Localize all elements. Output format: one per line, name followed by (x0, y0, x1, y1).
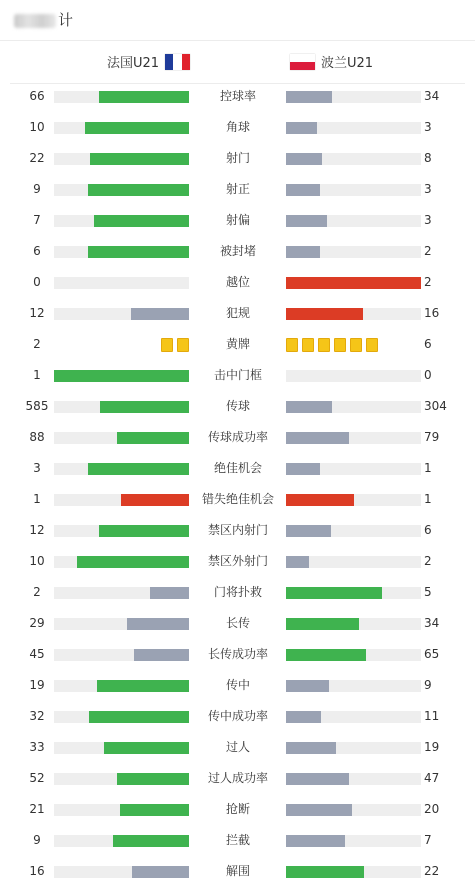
team-header (0, 46, 475, 78)
home-bar (120, 804, 189, 816)
home-value: 33 (29, 740, 45, 754)
home-value: 6 (33, 244, 41, 258)
away-value: 6 (424, 523, 432, 537)
home-value: 9 (33, 182, 41, 196)
stat-row (0, 639, 475, 670)
stat-label: 抢断 (225, 802, 250, 816)
away-bar (286, 184, 320, 196)
away-bar (286, 122, 317, 134)
home-bar-track (54, 866, 189, 878)
away-value: 1 (424, 492, 432, 506)
away-value: 47 (424, 771, 440, 785)
away-bar (286, 432, 349, 444)
stat-row (0, 236, 475, 267)
away-bar-track (286, 401, 421, 413)
home-bar (117, 432, 189, 444)
home-value: 1 (33, 368, 41, 382)
away-bar-track (286, 773, 421, 785)
home-value: 29 (29, 616, 45, 630)
stat-label: 传中成功率 (207, 709, 268, 723)
stat-row (0, 174, 475, 205)
stat-label: 过人 (225, 740, 250, 754)
home-bar (85, 122, 189, 134)
home-bar-track (54, 835, 189, 847)
home-value: 585 (25, 399, 49, 413)
poland-flag-icon (290, 54, 315, 70)
away-value: 8 (424, 151, 432, 165)
stat-row (0, 453, 475, 484)
stat-row (0, 515, 475, 546)
away-bar-track (286, 556, 421, 568)
away-bar-track (286, 680, 421, 692)
home-bar-track (54, 556, 189, 568)
away-bar (286, 277, 421, 289)
away-value: 22 (424, 864, 440, 878)
away-bar-track (286, 277, 421, 289)
away-bar-track (286, 866, 421, 878)
away-bar-track (286, 711, 421, 723)
home-bar (88, 246, 189, 258)
away-value: 3 (424, 182, 432, 196)
stat-label: 传球 (225, 399, 250, 413)
home-value: 22 (29, 151, 45, 165)
home-value: 10 (29, 120, 45, 134)
home-bar (88, 463, 189, 475)
stat-label: 长传 (225, 616, 250, 630)
stat-label: 角球 (225, 120, 250, 134)
away-bar-track (286, 463, 421, 475)
stat-row (0, 763, 475, 794)
stat-label: 犯规 (225, 306, 250, 320)
home-bar (100, 401, 189, 413)
away-bar (286, 618, 359, 630)
away-bar-track (286, 587, 421, 599)
stat-label: 错失绝佳机会 (201, 492, 274, 506)
home-bar (89, 711, 189, 723)
stat-row (0, 484, 475, 515)
home-bar (99, 525, 189, 537)
stat-label: 射正 (225, 182, 250, 196)
stat-row (0, 391, 475, 422)
home-yellow-cards (161, 338, 189, 352)
home-bar-track (54, 649, 189, 661)
home-bar (127, 618, 189, 630)
home-bar-track (54, 742, 189, 754)
away-bar (286, 587, 382, 599)
home-value: 66 (29, 89, 45, 103)
away-bar (286, 463, 320, 475)
away-value: 2 (424, 244, 432, 258)
away-bar (286, 680, 329, 692)
away-bar (286, 835, 345, 847)
home-value: 3 (33, 461, 41, 475)
away-value: 3 (424, 120, 432, 134)
away-bar (286, 711, 321, 723)
home-bar-track (54, 432, 189, 444)
stat-label: 禁区外射门 (207, 554, 268, 568)
away-bar-track (286, 649, 421, 661)
away-bar-track (286, 308, 421, 320)
away-bar-track (286, 246, 421, 258)
stat-row (0, 143, 475, 174)
away-value: 1 (424, 461, 432, 475)
stats-list (0, 81, 475, 887)
away-bar (286, 804, 352, 816)
home-bar-track (54, 122, 189, 134)
away-yellow-cards (286, 338, 378, 352)
stat-row (0, 112, 475, 143)
away-value: 34 (424, 89, 440, 103)
away-value: 19 (424, 740, 440, 754)
away-bar (286, 649, 366, 661)
away-value: 5 (424, 585, 432, 599)
stat-row (0, 732, 475, 763)
stat-label: 拦截 (225, 833, 250, 847)
stat-label: 解围 (225, 864, 250, 878)
away-value: 304 (424, 399, 447, 413)
away-bar-track (286, 804, 421, 816)
page-title (14, 8, 73, 32)
home-bar (54, 370, 189, 382)
stat-row (0, 81, 475, 112)
stat-row (0, 422, 475, 453)
home-bar-track (54, 153, 189, 165)
away-value: 0 (424, 368, 432, 382)
home-bar-track (54, 587, 189, 599)
away-bar (286, 401, 332, 413)
away-value: 65 (424, 647, 440, 661)
away-value: 7 (424, 833, 432, 847)
away-bar (286, 773, 349, 785)
away-value: 11 (424, 709, 440, 723)
home-bar-track (54, 680, 189, 692)
away-bar-track (286, 432, 421, 444)
home-value: 45 (29, 647, 45, 661)
away-team (290, 52, 373, 71)
home-value: 52 (29, 771, 45, 785)
away-bar-track (286, 184, 421, 196)
stat-row (0, 267, 475, 298)
stat-label: 黄牌 (225, 337, 250, 351)
away-value: 3 (424, 213, 432, 227)
home-bar-track (54, 618, 189, 630)
stat-label: 击中门框 (213, 368, 262, 382)
away-bar (286, 866, 364, 878)
flag-stripe (173, 54, 181, 70)
stat-row (0, 825, 475, 856)
home-value: 12 (29, 523, 45, 537)
home-bar (131, 308, 189, 320)
away-value: 2 (424, 275, 432, 289)
home-value: 2 (33, 585, 41, 599)
home-team (107, 52, 190, 71)
away-value: 20 (424, 802, 440, 816)
stat-row (0, 577, 475, 608)
away-bar-track (286, 370, 421, 382)
flag-stripe (165, 54, 173, 70)
home-bar (117, 773, 189, 785)
away-bar-track (286, 91, 421, 103)
stat-label: 过人成功率 (207, 771, 268, 785)
home-value: 9 (33, 833, 41, 847)
home-bar (77, 556, 189, 568)
stat-row (0, 794, 475, 825)
home-value: 7 (33, 213, 41, 227)
divider (0, 40, 475, 41)
stat-label: 射偏 (225, 213, 250, 227)
home-bar-track (54, 773, 189, 785)
yellow-card-icon (286, 338, 298, 352)
home-value: 21 (29, 802, 45, 816)
stat-row (0, 329, 475, 360)
home-bar-track (54, 804, 189, 816)
home-bar-track (54, 463, 189, 475)
home-value: 19 (29, 678, 45, 692)
home-value: 88 (29, 430, 45, 444)
stat-label: 绝佳机会 (213, 461, 262, 475)
home-bar-track (54, 246, 189, 258)
yellow-card-icon (302, 338, 314, 352)
away-value: 6 (424, 337, 432, 351)
home-value: 1 (33, 492, 41, 506)
stat-row (0, 360, 475, 391)
stat-row (0, 856, 475, 887)
home-bar-track (54, 525, 189, 537)
home-bar-track (54, 711, 189, 723)
stat-label: 射门 (225, 151, 250, 165)
away-bar (286, 153, 322, 165)
home-bar-track (54, 401, 189, 413)
home-bar (88, 184, 189, 196)
stat-label: 控球率 (219, 89, 256, 103)
away-bar-track (286, 494, 421, 506)
away-value: 34 (424, 616, 440, 630)
away-bar-track (286, 835, 421, 847)
home-bar (99, 91, 189, 103)
home-bar-track (54, 308, 189, 320)
yellow-card-icon (366, 338, 378, 352)
home-bar (132, 866, 189, 878)
stat-label: 传中 (225, 678, 250, 692)
away-bar (286, 556, 309, 568)
stat-row (0, 670, 475, 701)
away-bar (286, 246, 320, 258)
away-team-name: 波兰U21 (321, 56, 374, 71)
away-value: 2 (424, 554, 432, 568)
away-value: 9 (424, 678, 432, 692)
home-bar-track (54, 91, 189, 103)
away-bar (286, 494, 354, 506)
away-bar-track (286, 618, 421, 630)
home-bar (90, 153, 189, 165)
stat-row (0, 701, 475, 732)
home-bar-track (54, 215, 189, 227)
stat-label: 被封堵 (219, 244, 256, 258)
away-bar (286, 91, 332, 103)
home-bar-track (54, 494, 189, 506)
home-bar-track (54, 370, 189, 382)
home-value: 0 (33, 275, 41, 289)
stat-row (0, 608, 475, 639)
home-bar (121, 494, 189, 506)
home-bar (97, 680, 189, 692)
home-value: 16 (29, 864, 45, 878)
stat-label: 禁区内射门 (207, 523, 268, 537)
home-bar (94, 215, 189, 227)
yellow-card-icon (318, 338, 330, 352)
stat-label: 传球成功率 (207, 430, 268, 444)
stat-label: 长传成功率 (207, 647, 268, 661)
home-bar (150, 587, 189, 599)
away-bar-track (286, 122, 421, 134)
away-bar-track (286, 525, 421, 537)
home-bar-track (54, 184, 189, 196)
flag-stripe (290, 54, 315, 62)
yellow-card-icon (161, 338, 173, 352)
blurred-title-text (14, 14, 56, 28)
stat-label: 越位 (225, 275, 250, 289)
stat-row (0, 298, 475, 329)
home-value: 2 (33, 337, 41, 351)
home-bar-track (54, 277, 189, 289)
flag-stripe (182, 54, 190, 70)
home-value: 32 (29, 709, 45, 723)
stat-label: 门将扑救 (213, 585, 262, 599)
yellow-card-icon (334, 338, 346, 352)
home-value: 12 (29, 306, 45, 320)
home-value: 10 (29, 554, 45, 568)
france-flag-icon (165, 54, 190, 70)
away-bar-track (286, 153, 421, 165)
away-bar-track (286, 742, 421, 754)
away-bar (286, 742, 336, 754)
home-bar (134, 649, 189, 661)
page-title-text: 计 (58, 11, 74, 29)
yellow-card-icon (177, 338, 189, 352)
yellow-card-icon (350, 338, 362, 352)
away-bar (286, 215, 327, 227)
home-bar (113, 835, 189, 847)
home-team-name: 法国U21 (106, 56, 159, 71)
away-value: 79 (424, 430, 440, 444)
flag-stripe (290, 62, 315, 70)
stat-row (0, 546, 475, 577)
away-value: 16 (424, 306, 440, 320)
away-bar-track (286, 215, 421, 227)
stat-row (0, 205, 475, 236)
home-bar (104, 742, 189, 754)
away-bar (286, 525, 331, 537)
away-bar (286, 308, 363, 320)
